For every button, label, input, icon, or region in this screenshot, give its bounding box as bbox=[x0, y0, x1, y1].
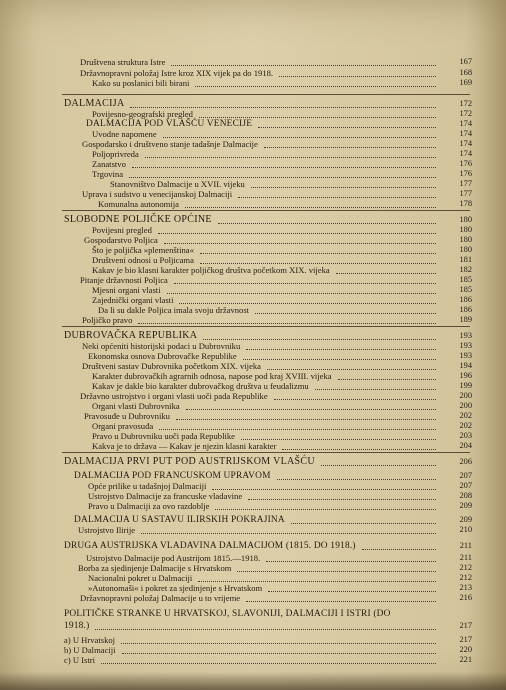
toc-entry-title: Pravo u Dubrovniku uoči pada Republike bbox=[92, 431, 235, 441]
toc-entry-title: DRUGA AUSTRIJSKA VLADAVINA DALMACIJOM (1815. DO 1918.) bbox=[64, 541, 356, 551]
toc-page-number: 180 bbox=[459, 235, 472, 244]
leader-dots bbox=[141, 521, 436, 534]
toc-entry-title: Zanatstvo bbox=[92, 159, 126, 169]
toc-entry[interactable] bbox=[0, 524, 506, 536]
toc-page-number: 207 bbox=[459, 471, 472, 480]
toc-entry-title: POLITIČKE STRANKE U HRVATSKOJ, SLAVONIJI, DALMACIJI I ISTRI (DO bbox=[64, 609, 391, 619]
toc-entry-title: Državno ustrojstvo i organi vlasti uoči pada Republike bbox=[80, 391, 268, 401]
toc-page-number: 174 bbox=[459, 139, 472, 148]
toc-entry-title: b) U Dalmaciji bbox=[64, 645, 116, 655]
toc-entry-title: Uprava i sudstvo u venecijanskoj Dalmaciji bbox=[82, 189, 233, 199]
toc-page-number: 196 bbox=[459, 371, 472, 380]
toc-entry-title: 1918.) bbox=[64, 621, 90, 631]
toc-page-number: 199 bbox=[459, 381, 472, 390]
toc-entry-title: Pitanje državnosti Poljica bbox=[80, 275, 168, 285]
leader-dots bbox=[185, 195, 436, 208]
toc-entry-title: Neki općeniti historijski podaci u Dubrovniku bbox=[82, 341, 241, 351]
toc-entry-title: Pravosuđe u Dubrovniku bbox=[84, 411, 170, 421]
toc-page-number: 217 bbox=[459, 635, 472, 644]
toc-entry-title: Društveni odnosi u Poljicama bbox=[92, 255, 194, 265]
leader-dots bbox=[95, 617, 436, 630]
toc-page-number: 186 bbox=[459, 295, 472, 304]
toc-entry-title: »Autonomaši« i pokret za sjedinjenje s Hrvatskom bbox=[88, 583, 263, 593]
toc-page-number: 180 bbox=[459, 215, 472, 224]
toc-entry-title: SLOBODNE POLJIČKE OPĆINE bbox=[64, 214, 212, 225]
toc-entry-title: Komunalna autonomija bbox=[98, 199, 179, 209]
leader-dots bbox=[282, 437, 436, 450]
toc-entry-title: Društveni sastav Dubrovnika početkom XIX. vijeka bbox=[82, 361, 261, 371]
toc-page-number: 212 bbox=[459, 563, 472, 572]
toc-entry-title: Uvodne napomene bbox=[92, 129, 157, 139]
leader-dots bbox=[101, 651, 436, 664]
toc-entry-title: Poljoprivreda bbox=[92, 149, 139, 159]
toc-entry-title: Poljičko pravo bbox=[82, 315, 133, 325]
toc-page-number: 221 bbox=[459, 655, 472, 664]
toc-page-number: 180 bbox=[459, 245, 472, 254]
toc-page-number: 193 bbox=[459, 331, 472, 340]
toc-page-number: 168 bbox=[459, 68, 472, 77]
toc-entry-title: Da li su dakle Poljica imala svoju državnost bbox=[98, 305, 250, 315]
toc-page-number: 181 bbox=[459, 255, 472, 264]
toc-entry-title: DALMACIJA U SASTAVU ILIRSKIH POKRAJINA bbox=[74, 515, 285, 525]
toc-page-number: 211 bbox=[459, 553, 472, 562]
toc-page-number: 193 bbox=[459, 341, 472, 350]
toc-page-number: 211 bbox=[459, 541, 472, 550]
toc-entry-title: Gospodarsko i društveno stanje tadašnje Dalmacije bbox=[82, 139, 258, 149]
page-edge-shadow bbox=[0, 672, 506, 690]
leader-dots bbox=[195, 74, 436, 87]
toc-entry-title: Nacionalni pokret u Dalmaciji bbox=[88, 573, 193, 583]
toc-entry-title: Povijesni pregled bbox=[92, 225, 152, 235]
toc-entry-title: Kako su poslanici bili birani bbox=[92, 78, 190, 88]
toc-entry[interactable] bbox=[0, 654, 506, 666]
toc-page-number: 208 bbox=[459, 491, 472, 500]
toc-entry[interactable] bbox=[0, 198, 506, 210]
toc-page-number: 200 bbox=[459, 391, 472, 400]
toc-page-number: 167 bbox=[459, 57, 472, 66]
toc-entry[interactable] bbox=[0, 314, 506, 326]
toc-page-number: 186 bbox=[459, 305, 472, 314]
toc-page-number: 180 bbox=[459, 225, 472, 234]
toc-page-number: 210 bbox=[459, 525, 472, 534]
leader-dots bbox=[321, 453, 436, 466]
toc-entry-title: Stanovništvo Dalmacije u XVII. vijeku bbox=[110, 179, 245, 189]
toc-entry-title: Kakav je dakle bio karakter dubrovačkog društva u feudalizmu bbox=[92, 381, 309, 391]
toc-entry-title: Ustrojstvo Ilirije bbox=[78, 525, 136, 535]
toc-entry-title: Ekonomska osnova Dubrovačke Republike bbox=[88, 351, 237, 361]
toc-entry-title: Državnopravni položaj Dalmacije u to vrijeme bbox=[80, 593, 241, 603]
leader-dots bbox=[215, 497, 436, 510]
toc-page-number: 206 bbox=[459, 457, 472, 466]
toc-page-number: 194 bbox=[459, 361, 472, 370]
toc-entry-title: Opće prilike u tadašnjoj Dalmaciji bbox=[88, 481, 207, 491]
toc-entry[interactable] bbox=[0, 440, 506, 452]
toc-page-number: 212 bbox=[459, 573, 472, 582]
toc-page-number: 178 bbox=[459, 199, 472, 208]
toc-page-number: 217 bbox=[459, 621, 472, 630]
toc-page-number: 177 bbox=[459, 179, 472, 188]
toc-page-number: 176 bbox=[459, 159, 472, 168]
toc-entry-title: Organi vlasti Dubrovnika bbox=[92, 401, 180, 411]
toc-page-number: 220 bbox=[459, 645, 472, 654]
toc-entry-title: Gospodarstvo Poljica bbox=[84, 235, 158, 245]
toc-page-number: 193 bbox=[459, 351, 472, 360]
toc-entry-title: Kakva je to država — Kakav je njezin klasni karakter bbox=[92, 441, 277, 451]
toc-page-number: 203 bbox=[459, 431, 472, 440]
toc-entry-title: Društvena struktura Istre bbox=[80, 57, 166, 67]
toc-entry-title: Ustrojstvo Dalmacije za francuske vladavine bbox=[88, 491, 243, 501]
leader-dots bbox=[246, 589, 436, 602]
toc-page-number: 185 bbox=[459, 275, 472, 284]
toc-page-number: 207 bbox=[459, 481, 472, 490]
toc-page-number: 216 bbox=[459, 593, 472, 602]
toc-page-number: 185 bbox=[459, 285, 472, 294]
toc-page-number: 202 bbox=[459, 421, 472, 430]
toc-entry-title: Mjesni organi vlasti bbox=[92, 285, 161, 295]
toc-entry-title: DUBROVAČKA REPUBLIKA bbox=[64, 330, 198, 341]
toc-entry[interactable] bbox=[0, 77, 506, 89]
toc-page-number: 182 bbox=[459, 265, 472, 274]
toc-page-number: 176 bbox=[459, 169, 472, 178]
toc-entry-title: Ustrojstvo Dalmacije pod Austrijom 1815.—1918. bbox=[86, 553, 261, 563]
toc-page-number: 202 bbox=[459, 411, 472, 420]
toc-entry-title: Povijesno-geografski pregled bbox=[92, 109, 193, 119]
toc-page-number: 174 bbox=[459, 119, 472, 128]
toc-page-number: 174 bbox=[459, 129, 472, 138]
toc-entry-title: Organi pravosuđa bbox=[92, 421, 154, 431]
toc-entry-title: DALMACIJA PRVI PUT POD AUSTRIJSKOM VLAŠĆU bbox=[64, 456, 315, 467]
toc-page-number: 189 bbox=[459, 315, 472, 324]
toc-page-number: 209 bbox=[459, 515, 472, 524]
toc-entry-title: DALMACIJA POD VLAŠĆU VENECIJE bbox=[86, 119, 253, 129]
toc-entry-title: Kakav je bio klasni karakter poljičkog društva početkom XIX. vijeka bbox=[92, 265, 330, 275]
leader-dots bbox=[138, 311, 436, 324]
toc-page-number: 172 bbox=[459, 99, 472, 108]
toc-page-number: 204 bbox=[459, 441, 472, 450]
toc-entry-title: Pravo u Dalmaciji za ovo razdoblje bbox=[88, 501, 210, 511]
toc-page-number: 177 bbox=[459, 189, 472, 198]
toc-entry-title: DALMACIJA POD FRANCUSKOM UPRAVOM bbox=[74, 471, 271, 481]
toc-entry-title: Državnopravni položaj Istre kroz XIX vijek pa do 1918. bbox=[80, 68, 274, 78]
toc-page-number: 174 bbox=[459, 149, 472, 158]
toc-page-number: 172 bbox=[459, 109, 472, 118]
toc-page-number: 169 bbox=[459, 78, 472, 87]
toc-entry-title: Trgovina bbox=[92, 169, 124, 179]
toc-entry-title: DALMACIJA bbox=[64, 98, 125, 109]
toc-entry[interactable] bbox=[0, 592, 506, 604]
toc-page-number: 200 bbox=[459, 401, 472, 410]
toc-entry-title: Što je poljička »plemenština« bbox=[92, 245, 194, 255]
toc-entry-title: Karakter dubrovačkih agrarnih odnosa, napose pod kraj XVIII. vijeka bbox=[92, 371, 332, 381]
toc-entry-title: Borba za sjedinjenje Dalmacije s Hrvatskom bbox=[78, 563, 232, 573]
toc-entry-title: Zajednički organi vlasti bbox=[92, 295, 174, 305]
toc-page-number: 209 bbox=[459, 501, 472, 510]
toc-entry-title: a) U Hrvatskoj bbox=[64, 635, 116, 645]
toc-page-number: 213 bbox=[459, 583, 472, 592]
toc-entry-title: c) U Istri bbox=[64, 655, 96, 665]
